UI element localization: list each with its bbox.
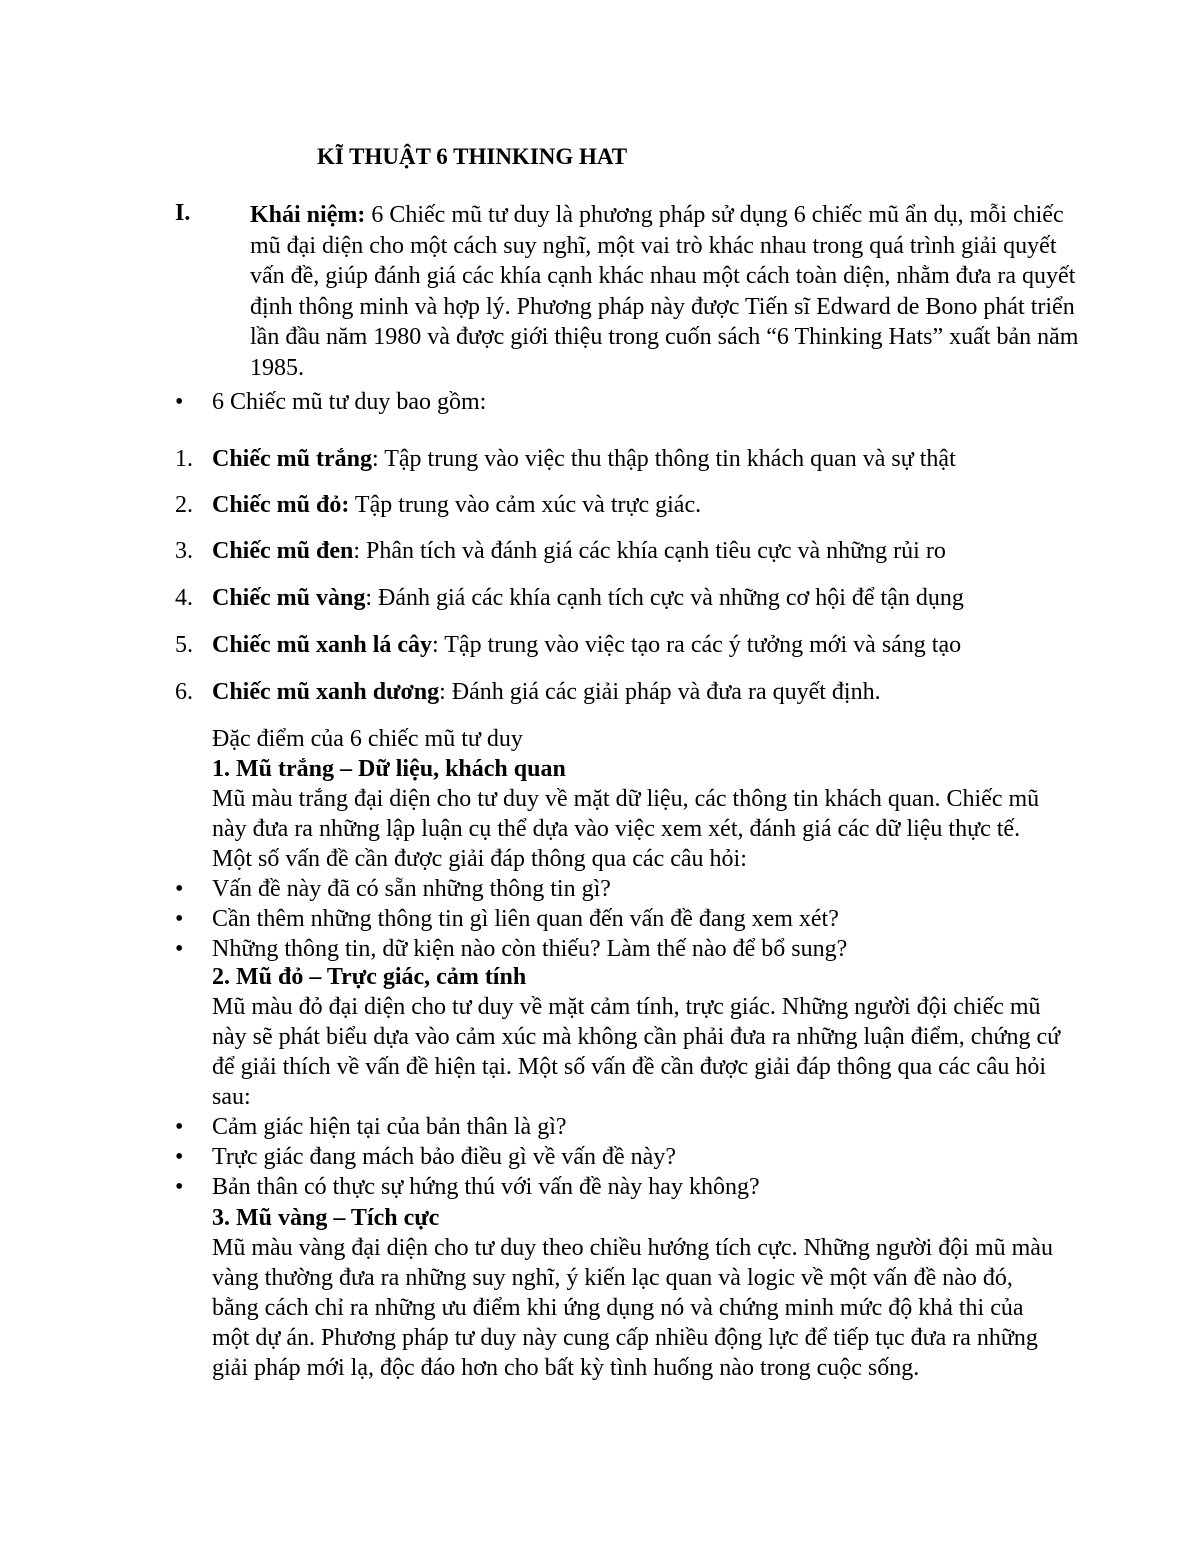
intro-paragraph: [250, 200, 1090, 383]
question-text: Cần thêm những thông tin gì liên quan đến vấn đề đang xem xét?: [212, 906, 839, 932]
question-text: Những thông tin, dữ kiện nào còn thiếu? Làm thế nào để bổ sung?: [212, 936, 848, 962]
hat-desc: : Đánh giá các giải pháp và đưa ra quyết định.: [439, 679, 881, 705]
bullet-icon: •: [175, 389, 184, 415]
list-item: [175, 1172, 1075, 1202]
hat-name: Chiếc mũ đỏ:: [212, 492, 350, 518]
list-item: [175, 934, 1075, 964]
hat-name: Chiếc mũ đen: [212, 538, 354, 564]
hat-number: 4.: [175, 585, 193, 611]
hat-number: 5.: [175, 632, 193, 658]
hat-name: Chiếc mũ xanh dương: [212, 679, 440, 705]
features-title: Đặc điểm của 6 chiếc mũ tư duy: [212, 726, 523, 752]
question-text: Cảm giác hiện tại của bản thân là gì?: [212, 1114, 567, 1140]
section-paragraph: Mũ màu vàng đại diện cho tư duy theo chiều hướng tích cực. Những người đội mũ màu vàng thường đưa ra những suy nghĩ, ý kiến lạc quan và logic về một vấn đề nào đó, bằng cách chỉ ra những ưu điểm khi ứng dụng nó và chứng minh mức độ khả thi của một dự án. Phương pháp tư duy này cung cấp nhiều động lực để tiếp tục đưa ra những giải pháp mới lạ, độc đáo hơn cho bất kỳ tình huống nào trong cuộc sống.: [212, 1235, 1053, 1381]
hat-number: 2.: [175, 492, 193, 518]
bullet-icon: •: [175, 876, 184, 902]
hat-name: Chiếc mũ vàng: [212, 585, 366, 611]
hat-name: Chiếc mũ trắng: [212, 446, 372, 472]
bullet-icon: •: [175, 906, 184, 932]
intro-label: Khái niệm:: [250, 202, 366, 228]
hat-number: 3.: [175, 538, 193, 564]
section-white-hat: [175, 754, 1075, 964]
question-text: Vấn đề này đã có sẵn những thông tin gì?: [212, 876, 611, 902]
section-paragraph: Mũ màu đỏ đại diện cho tư duy về mặt cảm tính, trực giác. Những người đội chiếc mũ này sẽ phát biểu dựa vào cảm xúc mà không cần phải đưa ra những luận điểm, chứng cứ để giải thích về vấn đề hiện tại. Một số vấn đề cần được giải đáp thông qua các câu hỏi sau:: [212, 994, 1061, 1110]
hat-number: 6.: [175, 679, 193, 705]
page-title: KĨ THUẬT 6 THINKING HAT: [317, 144, 628, 169]
question-text: Trực giác đang mách bảo điều gì về vấn đề này?: [212, 1144, 676, 1170]
bullet-icon: •: [175, 936, 184, 962]
section-number: I.: [175, 200, 191, 226]
hat-desc: : Tập trung vào việc tạo ra các ý tưởng mới và sáng tạo: [432, 632, 962, 658]
list-item: [175, 874, 1075, 904]
hat-desc: : Tập trung vào việc thu thập thông tin khách quan và sự thật: [371, 446, 956, 472]
list-item: [175, 1142, 1075, 1172]
bullet-icon: •: [175, 1114, 184, 1140]
hat-number: 1.: [175, 446, 193, 472]
question-text: Bản thân có thực sự hứng thú với vấn đề này hay không?: [212, 1174, 760, 1200]
section-heading: 3. Mũ vàng – Tích cực: [212, 1205, 440, 1231]
section-heading: 2. Mũ đỏ – Trực giác, cảm tính: [212, 964, 527, 990]
hats-intro: 6 Chiếc mũ tư duy bao gồm:: [212, 389, 487, 415]
section-red-hat: [175, 962, 1075, 1202]
hat-desc: : Phân tích và đánh giá các khía cạnh tiêu cực và những rủi ro: [353, 538, 946, 564]
section-paragraph: Mũ màu trắng đại diện cho tư duy về mặt dữ liệu, các thông tin khách quan. Chiếc mũ này đưa ra những lập luận cụ thể dựa vào việc xem xét, đánh giá các dữ liệu thực tế. Một số vấn đề cần được giải đáp thông qua các câu hỏi:: [212, 786, 1040, 872]
hat-desc: Tập trung vào cảm xúc và trực giác.: [349, 492, 702, 518]
bullet-icon: •: [175, 1144, 184, 1170]
list-item: [175, 1112, 1075, 1142]
section-yellow-hat: [175, 1203, 1075, 1383]
list-item: [175, 904, 1075, 934]
bullet-icon: •: [175, 1174, 184, 1200]
intro-text: 6 Chiếc mũ tư duy là phương pháp sử dụng 6 chiếc mũ ẩn dụ, mỗi chiếc mũ đại diện cho một cách suy nghĩ, một vai trò khác nhau trong quá trình giải quyết vấn đề, giúp đánh giá các khía cạnh khác nhau một cách toàn diện, nhằm đưa ra quyết định thông minh và hợp lý. Phương pháp này được Tiến sĩ Edward de Bono phát triển lần đầu năm 1980 và được giới thiệu trong cuốn sách “6 Thinking Hats” xuất bản năm 1985.: [250, 202, 1079, 381]
hat-name: Chiếc mũ xanh lá cây: [212, 632, 433, 658]
hat-desc: : Đánh giá các khía cạnh tích cực và những cơ hội để tận dụng: [365, 585, 964, 611]
section-heading: 1. Mũ trắng – Dữ liệu, khách quan: [212, 756, 566, 782]
